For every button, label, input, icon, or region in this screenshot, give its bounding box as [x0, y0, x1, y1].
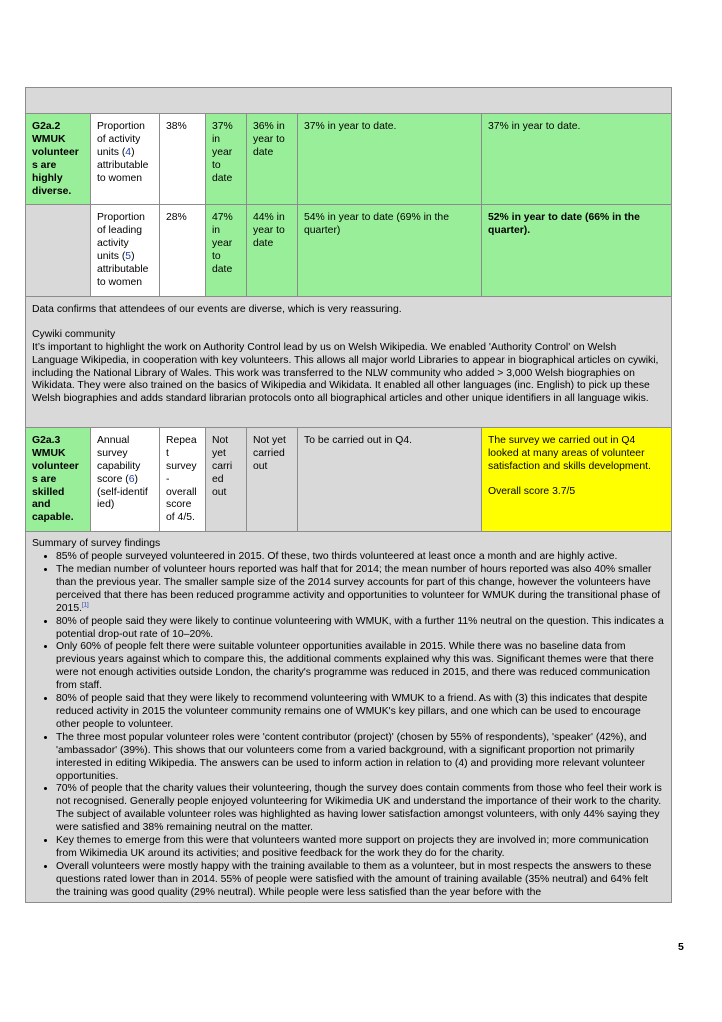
list-item: • 85% of people surveyed volunteered in 2015. Of these, two thirds volunteered at least once a month and are highly active. [56, 551, 665, 564]
footnote-ref[interactable]: [1] [82, 602, 89, 609]
blank-id-cell [26, 205, 91, 296]
baseline-cell: 38% [160, 114, 206, 205]
blank-header-cell [26, 88, 672, 114]
cywiki-note-cell [26, 296, 672, 427]
measure-cell: Annual survey capability score (6) (self-identif ied) [91, 427, 160, 531]
note-paragraph: Data confirms that attendees of our events are diverse, which is very reassuring. [32, 303, 402, 315]
measure-cell: Proportion of activity units (4) attributable to women [91, 114, 160, 205]
value-cell: Not yet carri ed out [206, 427, 247, 531]
list-item: • 80% of people said that they were likely to recommend volunteering with WMUK to a friend. As with (3) this indicates that despite reduced activity in 2015 the volunteer community remains one of WMUK's key pillars, and one which can be used to encourage other people to volunteer. [56, 693, 665, 732]
value-cell: Not yet carried out [247, 427, 298, 531]
footnote-ref[interactable]: 6 [128, 473, 135, 485]
table-row-g2a2-women-activity [26, 114, 672, 205]
progress-cell: 54% in year to date (69% in the quarter) [298, 205, 482, 296]
progress-cell: The survey we carried out in Q4 looked at many areas of volunteer satisfaction and skills development. Overall score 3.7/5 [482, 427, 672, 531]
survey-summary-cell [26, 532, 672, 902]
list-item: • 70% of people that the charity values their volunteering, though the survey does contain comments from those who feel their work is not recognised. Generally people enjoyed volunteering for Wikimedia UK and understand the importance of their work to the charity. The subject of available volunteer roles was highlighted as having lower satisfaction amongst volunteers, with only 44% saying they were satisfied and 38% remaining neutral on the matter. [56, 783, 665, 835]
objective-id-cell: G2a.3 WMUK volunteer s are skilled and capable. [26, 427, 91, 531]
value-cell: 37% in year to date [206, 114, 247, 205]
progress-cell: 37% in year to date. [482, 114, 672, 205]
note-heading: Cywiki community [32, 328, 116, 340]
list-item: • The median number of volunteer hours reported was half that for 2014; the mean number of hours reported was also 40% smaller than the previous year. The smaller sample size of the 2014 survey accounts for part of this change, however the volunteers have perceived that there has been reduced programme activity and opportunities to volunteer for WMUK during the transitional phase of 2015.[1] [56, 564, 665, 616]
baseline-cell: 28% [160, 205, 206, 296]
note-paragraph: It’s important to highlight the work on Authority Control lead by us on Welsh Wikipedia. We enabled 'Authority Control' on Welsh Language Wikipedia, in cooperation with key volunteers. This allows all major world Libraries to appear in biographical articles on cywiki, including the National Library of Wales. This work was transferred to the NLW community who added > 3,000 Welsh biographies on Wikidata. They were also trained on the basics of Wikipedia and Wikidata. It enabled all other languages (inc. English) to pick up these Welsh biographies and adds standard librarian protocols onto all biographical articles and other unique identifiers in all language wikis. [32, 341, 659, 405]
progress-cell: 52% in year to date (66% in the quarter). [482, 205, 672, 296]
footnote-ref[interactable]: 4 [125, 146, 132, 158]
survey-heading: Summary of survey findings [32, 538, 161, 550]
footnote-ref[interactable]: 5 [125, 251, 132, 263]
value-cell: 44% in year to date [247, 205, 298, 296]
list-item: • Key themes to emerge from this were that volunteers wanted more support on projects they are involved in; more communication from Wikimedia UK around its activities; and positive feedback for the work they do for the charity. [56, 835, 665, 861]
page-number: 5 [678, 941, 684, 953]
progress-cell: 37% in year to date. [298, 114, 482, 205]
table-top-row [26, 88, 672, 114]
list-item: • 80% of people said they were likely to continue volunteering with WMUK, with a further 11% neutral on the question. This indicates a potential drop-out rate of 10–20%. [56, 616, 665, 642]
list-item: • The three most popular volunteer roles were 'content contributor (project)' (chosen by 55% of respondents), 'speaker' (42%), and 'ambassador' (39%). This shows that our volunteers come from a varied background, with a significant proportion not primarily interested in editing Wikipedia. The answers can be used to inform action in relation to (4) and providing more relevant volunteer opportunities. [56, 732, 665, 784]
survey-findings-list [32, 551, 665, 899]
table-row-g2a3-skills [26, 427, 672, 531]
list-item: • Only 60% of people felt there were suitable volunteer opportunities available in 2015. While there was no baseline data from previous years against which to compare this, the additional comments explained why this was. Significant themes were that there were not enough activities outside London, the charity's programme was reduced in 2015, and there was reduced communication from staff. [56, 641, 665, 693]
table-row-g2a2-women-leading [26, 205, 672, 296]
objective-id-cell: G2a.2 WMUK volunteer s are highly diverse. [26, 114, 91, 205]
progress-cell: To be carried out in Q4. [298, 427, 482, 531]
baseline-cell: Repea t survey - overall score of 4/5. [160, 427, 206, 531]
measure-cell: Proportion of leading activity units (5) attributable to women [91, 205, 160, 296]
outcomes-table [25, 87, 672, 903]
list-item: • Overall volunteers were mostly happy with the training available to them as a volunteer, but in most respects the answers to these questions rated lower than in 2014. 55% of people were satisfied with the amount of training available (35% neutral) and 64% felt the training was good quality (29% neutral). While people were less satisfied than the year before with the [56, 861, 665, 900]
value-cell: 36% in year to date [247, 114, 298, 205]
table-row-survey-summary [26, 532, 672, 902]
table-row-cywiki-note [26, 296, 672, 427]
value-cell: 47% in year to date [206, 205, 247, 296]
